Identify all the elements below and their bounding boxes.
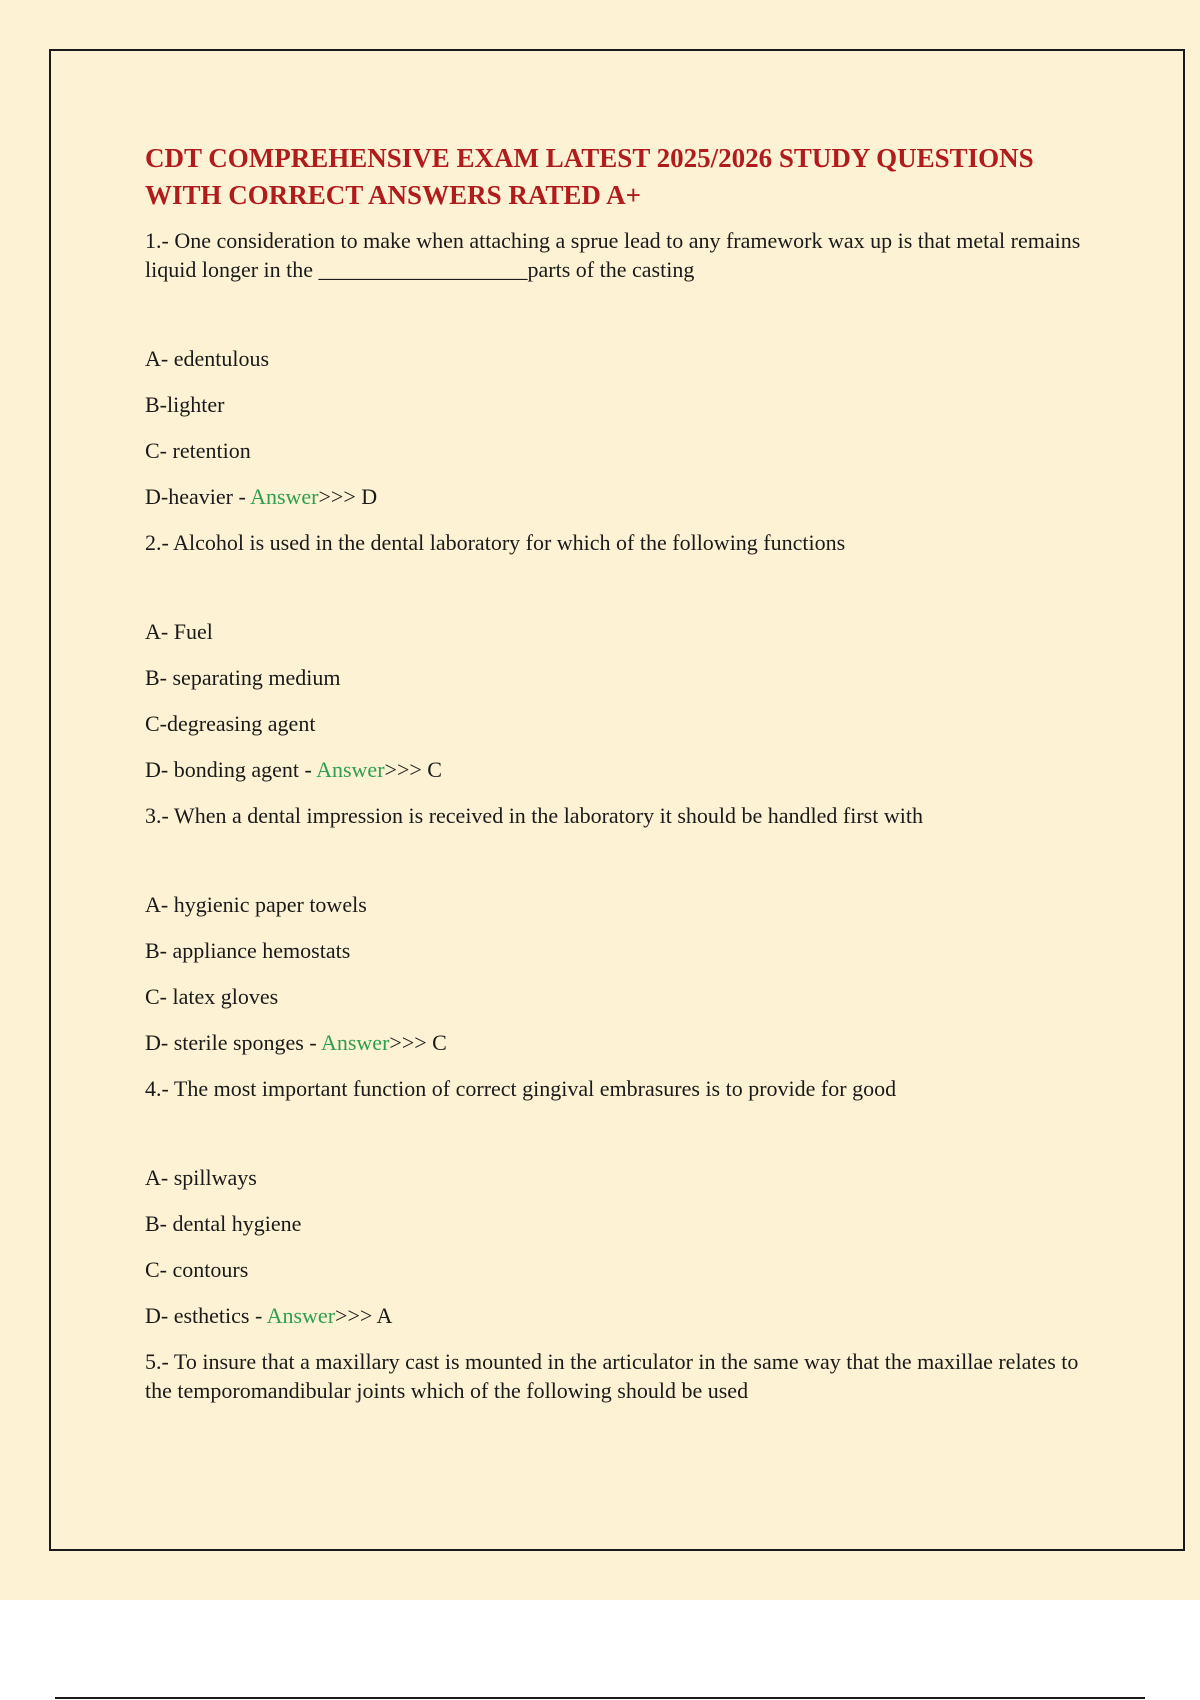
answer-arrow: >>>: [384, 757, 428, 782]
answer-option: C- retention: [145, 438, 251, 463]
correct-answer: D: [361, 484, 378, 509]
option-text: D- bonding agent -: [145, 757, 317, 782]
correct-answer: C: [432, 1030, 447, 1055]
answer-label: Answer: [266, 1303, 336, 1328]
document-title: CDT COMPREHENSIVE EXAM LATEST 2025/2026 STUDY QUESTIONS WITH CORRECT ANSWERS RATED A+: [145, 143, 1034, 210]
answer-option: B- separating medium: [145, 665, 341, 690]
answer-label: Answer: [320, 1030, 390, 1055]
answer-option: A- hygienic paper towels: [145, 892, 367, 917]
answer-option: B-lighter: [145, 392, 225, 417]
answer-option-with-answer: [145, 755, 1085, 801]
question-text: 3.- When a dental impression is received in the laboratory it should be handled first with: [145, 803, 923, 828]
answer-option: C- contours: [145, 1257, 249, 1282]
answer-arrow: >>>: [389, 1030, 433, 1055]
answer-option: A- edentulous: [145, 346, 270, 371]
question-text: 5.- To insure that a maxillary cast is mounted in the articulator in the same way that the maxillae relates to the temporomandibular joints which of the following should be used: [145, 1349, 1079, 1403]
correct-answer: C: [427, 757, 442, 782]
answer-option: B- appliance hemostats: [145, 938, 351, 963]
answer-option-with-answer: [145, 1301, 1085, 1347]
answer-option: A- Fuel: [145, 619, 213, 644]
option-text: D- sterile sponges -: [145, 1030, 321, 1055]
answer-arrow: >>>: [335, 1303, 377, 1328]
question-text: 4.- The most important function of correct gingival embrasures is to provide for good: [145, 1076, 897, 1101]
footer-divider: [55, 1697, 1145, 1699]
answer-option: B- dental hygiene: [145, 1211, 302, 1236]
question-text: 1.- One consideration to make when attaching a sprue lead to any framework wax up is that metal remains liquid longer in the ___________________parts of the casting: [145, 228, 1081, 282]
document-content: [145, 140, 1085, 1405]
question-text: 2.- Alcohol is used in the dental laboratory for which of the following functions: [145, 530, 846, 555]
answer-option-with-answer: [145, 1028, 1085, 1074]
answer-option: C-degreasing agent: [145, 711, 316, 736]
option-text: D-heavier -: [145, 484, 251, 509]
answer-option: A- spillways: [145, 1165, 257, 1190]
answer-option-with-answer: [145, 482, 1085, 528]
option-text: D- esthetics -: [145, 1303, 267, 1328]
answer-label: Answer: [316, 757, 385, 782]
answer-arrow: >>>: [318, 484, 362, 509]
correct-answer: A: [376, 1303, 393, 1328]
answer-option: C- latex gloves: [145, 984, 279, 1009]
answer-label: Answer: [250, 484, 319, 509]
